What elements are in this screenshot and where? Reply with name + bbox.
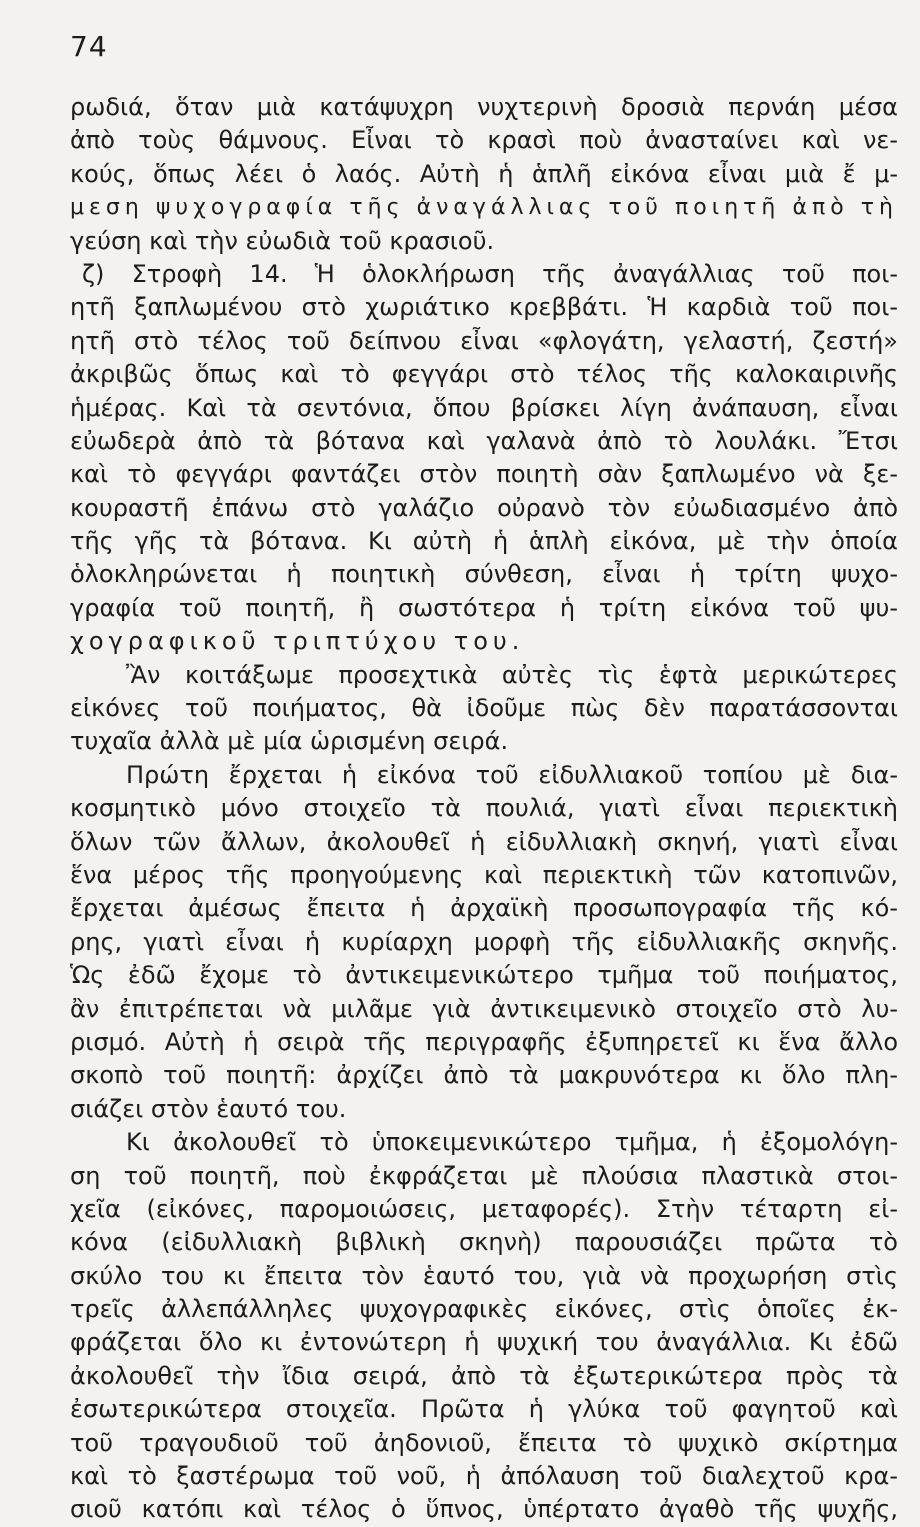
text-line: καὶ τὸ φεγγάρι φαντάζει στὸν ποιητὴ σὰν ξαπλωμένο νὰ ξε- (70, 460, 898, 489)
text-line: σιοῦ κατόπι καὶ τέλος ὁ ὕπνος, ὑπέρτατο ἀγαθὸ τῆς ψυχῆς, (70, 1495, 898, 1524)
text-line: τοῦ τραγουδιοῦ τοῦ ἀηδονιοῦ, ἔπειτα τὸ ψυχικὸ σκίρτημα (70, 1428, 898, 1457)
page-number: 74 (70, 30, 108, 63)
text-line: τῆς γῆς τὰ βότανα. Κι αὐτὴ ἡ ἁπλὴ εἰκόνα, μὲ τὴν ὁποία (70, 527, 898, 556)
text-line: ἂν ἐπιτρέπεται νὰ μιλᾶμε γιὰ ἀντικειμενικὸ στοιχεῖο στὸ λυ- (70, 994, 898, 1023)
text-line: σκοπὸ τοῦ ποιητῆ: ἀρχίζει ἀπὸ τὰ μακρυνότερα κι ὅλο πλη- (70, 1061, 898, 1090)
text-line: κουραστῆ ἐπάνω στὸ γαλάζιο οὐρανὸ τὸν εὐωδιασμένο ἀπὸ (70, 493, 898, 522)
text-line: ητῆ ξαπλωμένου στὸ χωριάτικο κρεββάτι. Ἡ καρδιὰ τοῦ ποι- (70, 293, 898, 322)
text-line: Ἂν κοιτάξωμε προσεχτικὰ αὐτὲς τὶς ἑφτὰ μερικώτερες (126, 660, 898, 689)
text-line: χεῖα (εἰκόνες, παρομοιώσεις, μεταφορές). Στὴν τέταρτη εἰ- (70, 1194, 898, 1223)
text-line: γραφία τοῦ ποιητῆ, ἢ σωστότερα ἡ τρίτη εἰκόνα τοῦ ψυ- (70, 593, 898, 622)
text-line: εἰκόνες τοῦ ποιήματος, θὰ ἰδοῦμε πὼς δὲν παρατάσσονται (70, 694, 898, 723)
text-line: γεύση καὶ τὴν εὐωδιὰ τοῦ κρασιοῦ. (70, 226, 495, 255)
text-line: ἀκριβῶς ὅπως καὶ τὸ φεγγάρι στὸ τέλος τῆς καλοκαιρινῆς (70, 360, 898, 389)
text-line: Πρώτη ἔρχεται ἡ εἰκόνα τοῦ εἰδυλλιακοῦ τοπίου μὲ δια- (126, 760, 898, 789)
text-line: ἀπὸ τοὺς θάμνους. Εἶναι τὸ κρασὶ ποὺ ἀνασταίνει καὶ νε- (70, 126, 898, 155)
text-line: ζ) Στροφὴ 14. Ἡ ὁλοκλήρωση τῆς ἀναγάλλιας τοῦ ποι- (82, 259, 898, 288)
text-line: κούς, ὅπως λέει ὁ λαός. Αὐτὴ ἡ ἁπλῆ εἰκόνα εἶναι μιὰ ἔ μ- (70, 159, 898, 188)
text-line: ση τοῦ ποιητῆ, ποὺ ἐκφράζεται μὲ πλούσια πλαστικὰ στοι- (70, 1161, 898, 1190)
text-line: ὅλων τῶν ἄλλων, ἀκολουθεῖ ἡ εἰδυλλιακὴ σκηνή, γιατὶ εἶναι (70, 827, 898, 856)
text-line: σκύλο του κι ἔπειτα τὸν ἑαυτό του, γιὰ νὰ προχωρήση στὶς (70, 1261, 898, 1290)
text-line: ἔρχεται ἀμέσως ἔπειτα ἡ ἀρχαϊκὴ προσωπογραφία τῆς κό- (70, 894, 898, 923)
body-text (70, 91, 898, 1527)
text-line: ἡμέρας. Καὶ τὰ σεντόνια, ὅπου βρίσκει λίγη ἀνάπαυση, εἶναι (70, 393, 898, 422)
text-line: ρωδιά, ὅταν μιὰ κατάψυχρη νυχτερινὴ δροσιὰ περνάη μέσα (70, 93, 898, 121)
text-line: σιάζει στὸν ἑαυτό του. (70, 1094, 347, 1123)
text-line: ητῆ στὸ τέλος τοῦ δείπνου εἶναι «φλογάτη, γελαστή, ζεστή» (70, 326, 898, 355)
text-line: ὁλοκληρώνεται ἡ ποιητικὴ σύνθεση, εἶναι ἡ τρίτη ψυχο- (70, 560, 898, 589)
text-line: εὐωδερὰ ἀπὸ τὰ βότανα καὶ γαλανὰ ἀπὸ τὸ λουλάκι. Ἔτσι (70, 426, 898, 455)
text-line: χογραφικοῦ τριπτύχου του. (70, 627, 525, 656)
text-line: Κι ἀκολουθεῖ τὸ ὑποκειμενικώτερο τμῆμα, ἡ ἐξομολόγη- (126, 1128, 898, 1157)
text-line: ἐσωτερικώτερα στοιχεῖα. Πρῶτα ἡ γλύκα τοῦ φαγητοῦ καὶ (70, 1395, 898, 1424)
text-line: κοσμητικὸ μόνο στοιχεῖο τὰ πουλιά, γιατὶ εἶναι περιεκτικὴ (70, 794, 898, 823)
text-line: καὶ τὸ ξαστέρωμα τοῦ νοῦ, ἡ ἀπόλαυση τοῦ διαλεχτοῦ κρα- (70, 1462, 898, 1491)
text-line: μεση ψυχογραφία τῆς ἀναγάλλιας τοῦ ποιητῆ ἀπὸ τὴ (70, 195, 898, 221)
text-line: κόνα (εἰδυλλιακὴ βιβλικὴ σκηνὴ) παρουσιάζει πρῶτα τὸ (70, 1228, 898, 1257)
text-line: τυχαῖα ἀλλὰ μὲ μία ὡρισμένη σειρά. (70, 727, 509, 756)
text-line: ἀκολουθεῖ τὴν ἴδια σειρά, ἀπὸ τὰ ἐξωτερικώτερα πρὸς τὰ (70, 1361, 898, 1390)
text-line: τρεῖς ἀλλεπάλληλες ψυχογραφικὲς εἰκόνες, στὶς ὁποῖες ἐκ- (70, 1295, 898, 1324)
text-line: ρης, γιατὶ εἶναι ἡ κυρίαρχη μορφὴ τῆς εἰδυλλιακῆς σκηνῆς. (70, 927, 898, 956)
text-line: Ὡς ἐδῶ ἔχομε τὸ ἀντικειμενικώτερο τμῆμα τοῦ ποιήματος, (70, 961, 898, 990)
text-line: ἕνα μέρος τῆς προηγούμενης καὶ περιεκτικὴ τῶν κατοπινῶν, (70, 860, 898, 889)
text-line: φράζεται ὅλο κι ἐντονώτερη ἡ ψυχική του ἀναγάλλια. Κι ἐδῶ (70, 1328, 898, 1357)
text-line: ρισμό. Αὐτὴ ἡ σειρὰ τῆς περιγραφῆς ἐξυπηρετεῖ κι ἕνα ἄλλο (70, 1027, 898, 1056)
